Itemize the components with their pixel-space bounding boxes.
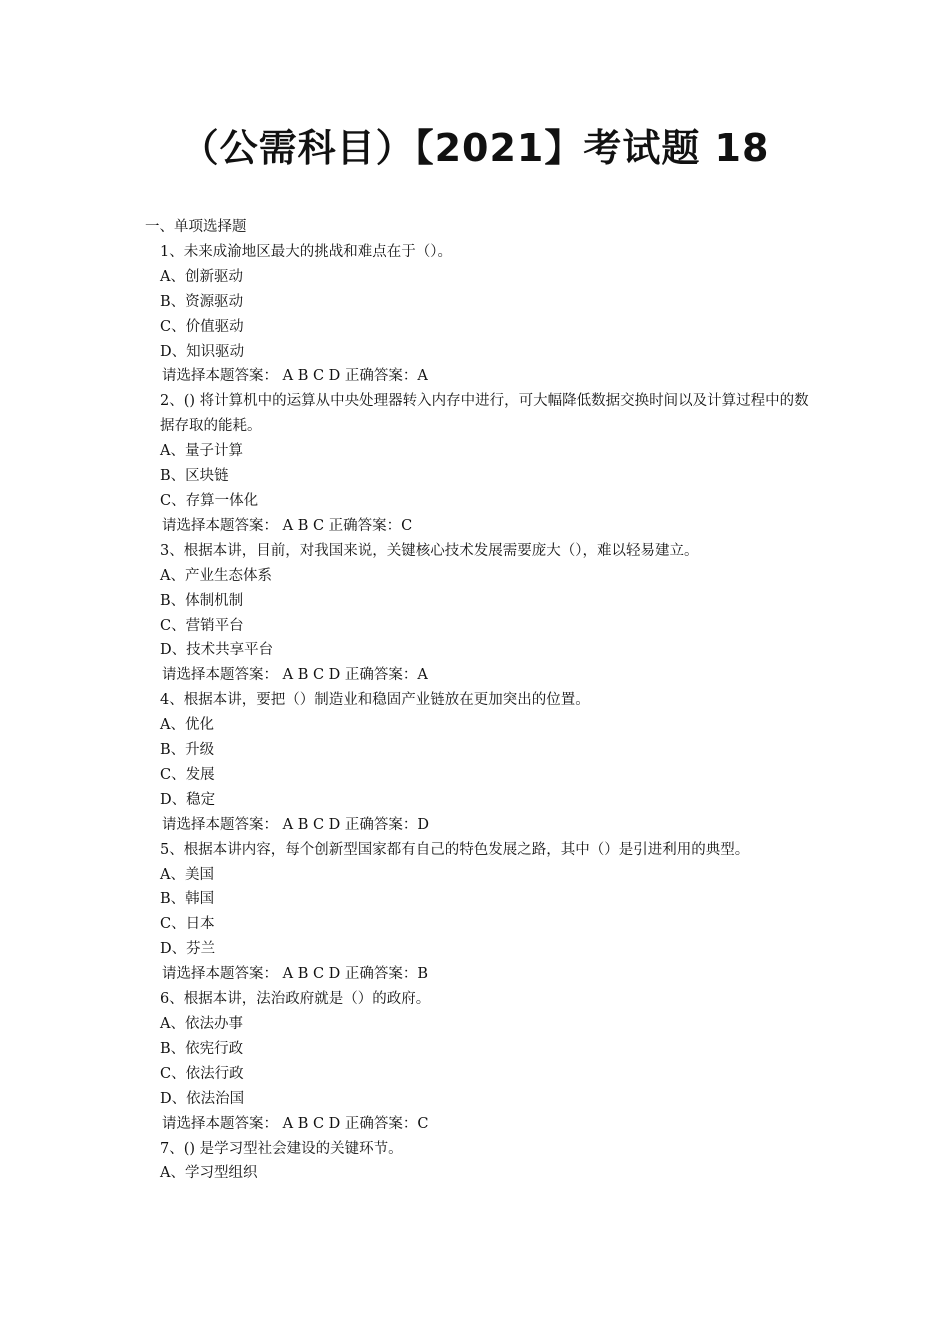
option-a: A、美国	[160, 866, 214, 883]
question-6	[145, 987, 813, 1136]
option-c: C、价值驱动	[160, 318, 244, 335]
answer-line: 请选择本题答案： A B C 正确答案：C	[162, 517, 413, 534]
option-c: C、存算一体化	[160, 492, 259, 509]
question-stem: 2、() 将计算机中的运算从中央处理器转入内存中进行，可大幅降低数据交换时间以及计算过程中的数据存取的能耗。	[160, 393, 809, 435]
option-b: B、区块链	[160, 468, 229, 485]
option-d: D、技术共享平台	[160, 642, 274, 659]
option-b: B、依宪行政	[160, 1040, 244, 1057]
question-4	[145, 688, 813, 837]
question-stem: 3、根据本讲，目前，对我国来说，关键核心技术发展需要庞大（），难以轻易建立。	[160, 542, 699, 559]
option-c: C、发展	[160, 766, 215, 783]
question-stem: 1、未来成渝地区最大的挑战和难点在于（）。	[160, 243, 452, 260]
option-a: A、量子计算	[160, 443, 243, 460]
question-stem: 4、根据本讲，要把（）制造业和稳固产业链放在更加突出的位置。	[160, 692, 590, 709]
answer-line: 请选择本题答案： A B C D 正确答案：D	[162, 816, 430, 833]
question-7	[145, 1137, 813, 1187]
option-a: A、优化	[160, 717, 214, 734]
option-d: D、依法治国	[160, 1090, 245, 1107]
answer-line: 请选择本题答案： A B C D 正确答案：C	[162, 1115, 429, 1132]
option-c: C、日本	[160, 916, 215, 933]
option-d: D、芬兰	[160, 941, 216, 958]
option-c: C、依法行政	[160, 1065, 244, 1082]
option-b: B、韩国	[160, 891, 215, 908]
option-a: A、学习型组织	[160, 1165, 258, 1182]
option-d: D、稳定	[160, 791, 216, 808]
question-stem: 5、根据本讲内容，每个创新型国家都有自己的特色发展之路，其中（）是引进利用的典型。	[160, 841, 750, 858]
answer-line: 请选择本题答案： A B C D 正确答案：B	[162, 966, 429, 983]
question-5	[145, 838, 813, 987]
answer-line: 请选择本题答案： A B C D 正确答案：A	[162, 667, 428, 684]
section-title: 一、单项选择题	[145, 219, 247, 235]
option-b: B、体制机制	[160, 592, 244, 609]
option-d: D、知识驱动	[160, 343, 245, 360]
document-title: （公需科目）【2021】考试题 18	[180, 126, 770, 170]
question-3	[145, 539, 813, 688]
option-b: B、资源驱动	[160, 293, 244, 310]
answer-line: 请选择本题答案： A B C D 正确答案：A	[162, 368, 428, 385]
question-1	[145, 240, 813, 389]
question-stem: 6、根据本讲，法治政府就是（）的政府。	[160, 991, 431, 1008]
option-a: A、创新驱动	[160, 268, 243, 285]
question-2	[145, 389, 813, 538]
option-a: A、依法办事	[160, 1016, 243, 1032]
option-c: C、营销平台	[160, 617, 244, 634]
document-body	[145, 215, 813, 1186]
option-a: A、产业生态体系	[160, 567, 272, 584]
option-b: B、升级	[160, 742, 215, 759]
question-stem: 7、() 是学习型社会建设的关键环节。	[160, 1140, 403, 1157]
